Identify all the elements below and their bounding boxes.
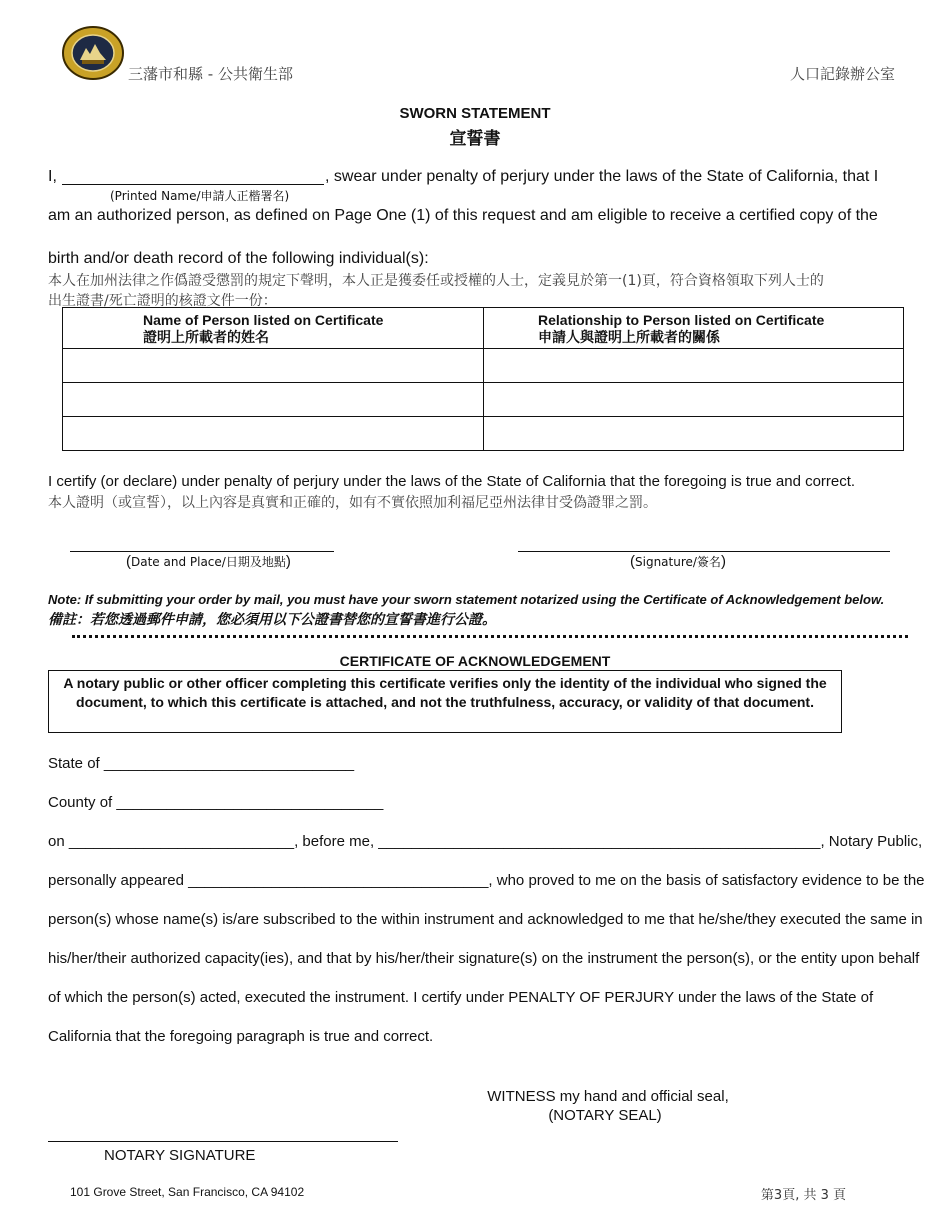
- column-header-name: [63, 308, 484, 349]
- signature-label: (Signature/簽名): [630, 553, 726, 570]
- column-header-relationship-zh: 申請人與證明上所載者的關係: [538, 330, 720, 346]
- name-cell[interactable]: [63, 349, 484, 383]
- notary-signature-label: NOTARY SIGNATURE: [104, 1147, 256, 1164]
- notary-seal-label: (NOTARY SEAL): [548, 1107, 662, 1124]
- printed-name-line[interactable]: [62, 184, 324, 185]
- date-before-me-field[interactable]: on ___________________________, before me, _____________________________________________________, Notary Public,: [48, 833, 923, 850]
- name-cell[interactable]: [63, 383, 484, 417]
- acknowledgement-paragraph-2: his/her/their authorized capacity(ies), and that by his/her/their signature(s) on the instrument the person(s), or the entity upon behalf: [48, 950, 920, 967]
- date-place-line[interactable]: [70, 551, 334, 552]
- relationship-cell[interactable]: [484, 383, 904, 417]
- oath-zh-line1: 本人在加州法律之作僞證受懲罰的規定下聲明，本人正是獲委任或授權的人士，定義見於第一(1)頁，符合資格領取下列人士的: [48, 273, 824, 289]
- county-field[interactable]: County of ________________________________: [48, 794, 384, 811]
- state-field[interactable]: State of ______________________________: [48, 755, 355, 772]
- acknowledgement-box-text: A notary public or other officer completing this certificate verifies only the identity of the individual who signed the document, to which this certificate is attached, and not the truthfulness, accuracy, or validity of that document.: [63, 675, 827, 710]
- acknowledgement-paragraph-1: person(s) whose name(s) is/are subscribed to the within instrument and acknowledged to me that he/she/they executed the same in: [48, 911, 923, 928]
- column-header-relationship: [484, 308, 904, 349]
- page-title: SWORN STATEMENT: [399, 105, 551, 122]
- column-header-name-en: Name of Person listed on Certificate: [143, 312, 384, 328]
- notary-signature-line[interactable]: [48, 1141, 398, 1142]
- footer-address: 101 Grove Street, San Francisco, CA 94102: [70, 1185, 305, 1199]
- table-row: [63, 383, 904, 417]
- acknowledgement-box: [48, 670, 842, 733]
- printed-name-label: (Printed Name/申請人正楷署名): [110, 189, 290, 203]
- divider: [72, 635, 908, 638]
- personally-appeared-field[interactable]: personally appeared ____________________________________, who proved to me on the basis of satisfactory evidence to be the: [48, 872, 925, 889]
- column-header-relationship-en: Relationship to Person listed on Certificate: [538, 312, 825, 328]
- page-title-zh: 宣誓書: [449, 129, 501, 149]
- oath-line2: am an authorized person, as defined on Page One (1) of this request and am eligible to receive a certified copy of the: [48, 207, 878, 224]
- certify-statement-zh: 本人證明（或宣誓），以上內容是真實和正確的，如有不實依照加利福尼亞州法律甘受偽證罪之罰。: [48, 495, 657, 511]
- relationship-cell[interactable]: [484, 349, 904, 383]
- persons-table: [62, 307, 904, 451]
- certify-statement: I certify (or declare) under penalty of perjury under the laws of the State of California that the foregoing is true and correct.: [48, 473, 856, 490]
- table-row: [63, 349, 904, 383]
- acknowledgement-paragraph-3: of which the person(s) acted, executed the instrument. I certify under PENALTY OF PERJURY under the laws of the State of: [48, 989, 874, 1006]
- page-number: 第3頁, 共 3 頁: [760, 1188, 846, 1203]
- oath-line3: birth and/or death record of the following individual(s):: [48, 250, 429, 267]
- table-row: [63, 417, 904, 451]
- mail-note-zh: 備註：若您透過郵件申請，您必須用以下公證書替您的宣誓書進行公證。: [48, 612, 496, 628]
- oath-prefix: I,: [48, 168, 57, 185]
- city-seal-icon: [62, 26, 124, 80]
- relationship-cell[interactable]: [484, 417, 904, 451]
- column-header-name-zh: 證明上所載者的姓名: [143, 330, 269, 346]
- acknowledgement-paragraph-4: California that the foregoing paragraph is true and correct.: [48, 1028, 434, 1045]
- name-cell[interactable]: [63, 417, 484, 451]
- mail-note: Note: If submitting your order by mail, you must have your sworn statement notarized using the Certificate of Acknowledgement below.: [48, 592, 885, 607]
- office-name: 人口記錄辦公室: [789, 65, 895, 83]
- oath-line1: , swear under penalty of perjury under the laws of the State of California, that I: [325, 168, 879, 185]
- witness-statement: WITNESS my hand and official seal,: [487, 1088, 729, 1105]
- signature-line[interactable]: [518, 551, 890, 552]
- acknowledgement-title: CERTIFICATE OF ACKNOWLEDGEMENT: [339, 653, 611, 669]
- oath-zh-line2: 出生證書/死亡證明的核證文件一份：: [48, 293, 277, 309]
- department-name: 三藩市和縣 - 公共衛生部: [128, 65, 293, 83]
- date-place-label: (Date and Place/日期及地點): [126, 553, 291, 570]
